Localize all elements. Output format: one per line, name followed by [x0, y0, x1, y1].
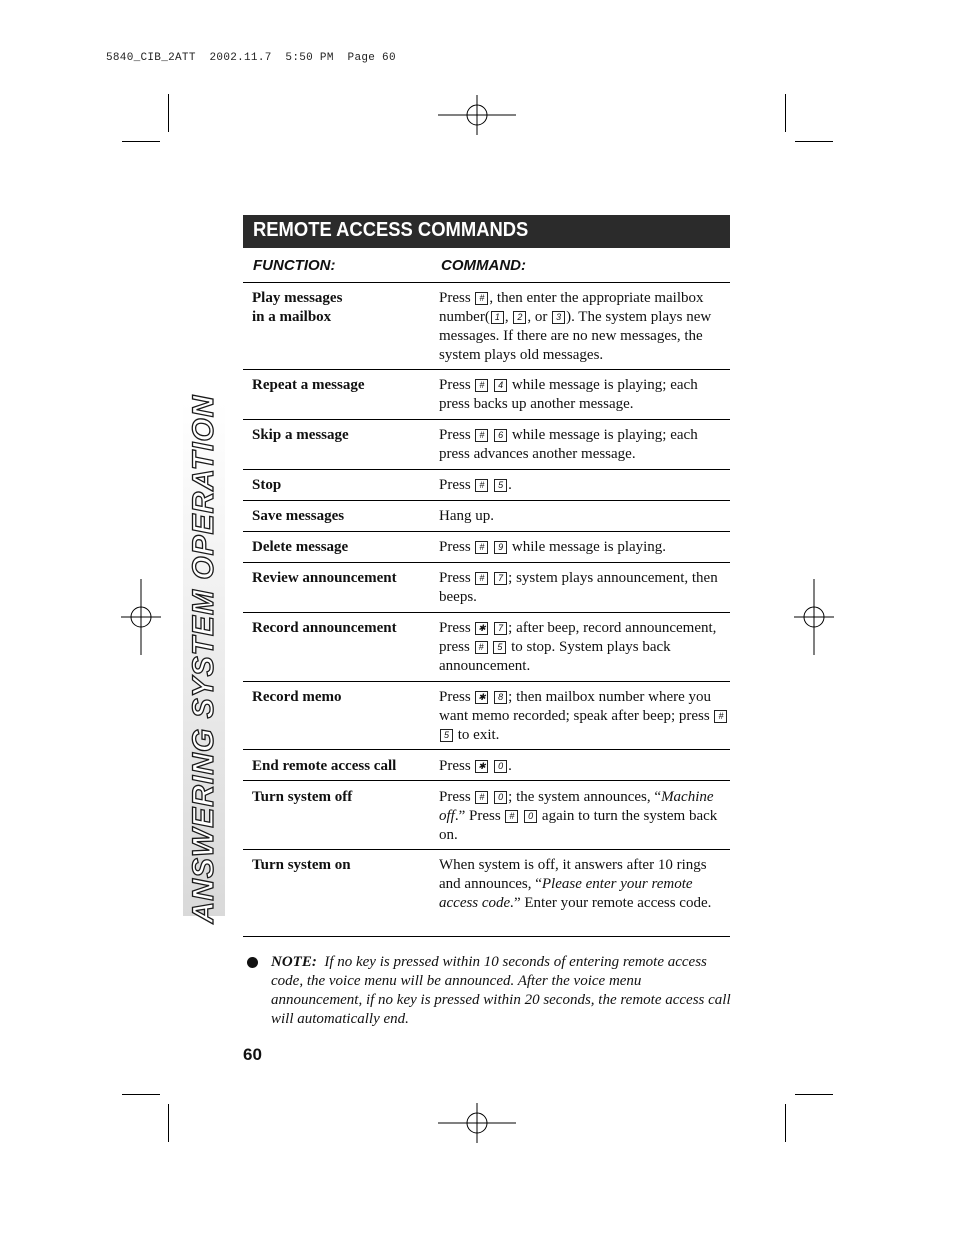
key-7-icon: 7: [494, 572, 507, 585]
table-row: [252, 757, 432, 776]
command-part: Press: [439, 290, 471, 306]
table-rule: [243, 749, 730, 750]
command-text: [439, 426, 729, 464]
command-part: ; system plays announcement, then beeps.: [439, 570, 718, 605]
table-row: [252, 507, 432, 526]
key-6-icon: 6: [494, 429, 507, 442]
command-part: Press: [439, 377, 471, 393]
command-part: while message is playing.: [511, 539, 667, 555]
command-part: When system is off, it answers after 10 rings and announces, “: [439, 857, 707, 892]
pound-key-icon: #: [475, 572, 488, 585]
command-part: .: [508, 477, 512, 493]
function-label: End remote access call: [252, 758, 397, 774]
table-rule: [243, 500, 730, 501]
command-text: [439, 757, 729, 776]
table-rule: [243, 612, 730, 613]
key-5-icon: 5: [494, 479, 507, 492]
table-rule: [243, 469, 730, 470]
section-header: [243, 215, 730, 248]
command-part: Press: [439, 758, 471, 774]
key-4-icon: 4: [494, 379, 507, 392]
pound-key-icon: #: [475, 292, 488, 305]
table-rule: [243, 780, 730, 781]
key-5-icon: 5: [440, 729, 453, 742]
section-title: REMOTE ACCESS COMMANDS: [253, 219, 529, 241]
key-3-icon: 3: [552, 311, 565, 324]
key-0-icon: 0: [494, 791, 507, 804]
note-label: NOTE:: [271, 954, 317, 970]
pound-key-icon: #: [475, 541, 488, 554]
star-key-icon: ✱: [475, 622, 488, 635]
key-1-icon: 1: [491, 311, 504, 324]
command-part: Press: [439, 570, 471, 586]
print-slug: 5840_CIB_2ATT 2002.11.7 5:50 PM Page 60: [106, 52, 396, 64]
function-label: Record memo: [252, 689, 342, 705]
command-text: [439, 619, 729, 676]
table-rule: [243, 936, 730, 937]
key-8-icon: 8: [494, 691, 507, 704]
table-rule: [243, 531, 730, 532]
star-key-icon: ✱: [475, 760, 488, 773]
note-body: If no key is pressed within 10 seconds of entering remote access code, the voice menu will be announced. After the voice menu announcement, if no key is pressed within 20 seconds, the remote access call will automatically end.: [271, 954, 731, 1027]
key-7-icon: 7: [494, 622, 507, 635]
table-row: [252, 619, 432, 638]
command-text: [439, 688, 729, 745]
pound-key-icon: #: [475, 641, 488, 654]
command-part: ; the system announces, “: [508, 789, 662, 805]
command-text: [439, 538, 729, 557]
command-part: , then enter the appropriate mailbox number(: [439, 290, 704, 325]
command-part: Press: [439, 477, 471, 493]
function-label-line2: in a mailbox: [252, 309, 332, 325]
command-part: again to turn the system back on.: [439, 808, 718, 843]
command-part: to exit.: [457, 727, 500, 743]
function-label: Save messages: [252, 508, 345, 524]
bullet-icon: [247, 957, 258, 968]
key-0-icon: 0: [494, 760, 507, 773]
pound-key-icon: #: [475, 791, 488, 804]
function-label: Repeat a message: [252, 377, 365, 393]
registration-mark-bottom: [438, 1103, 516, 1143]
command-part-italic: Please enter your remote access code.: [439, 876, 693, 911]
star-key-icon: ✱: [475, 691, 488, 704]
table-row: [252, 856, 432, 875]
registration-mark-right: [794, 579, 834, 655]
command-part: Hang up.: [439, 508, 494, 524]
key-0-icon: 0: [524, 810, 537, 823]
command-part: ” Enter your remote access code.: [513, 895, 712, 911]
table-rule: [243, 849, 730, 850]
function-label: Review announcement: [252, 570, 397, 586]
function-label: Skip a message: [252, 427, 349, 443]
command-part: Press: [439, 620, 471, 636]
table-rule: [243, 282, 730, 283]
command-text: [439, 569, 729, 607]
table-row: [252, 538, 432, 557]
command-part: Press: [439, 789, 471, 805]
table-rule: [243, 562, 730, 563]
registration-mark-top: [438, 95, 516, 135]
command-part: while message is playing; each press backs up another message.: [439, 377, 698, 412]
command-text: [439, 289, 729, 365]
key-5-icon: 5: [493, 641, 506, 654]
column-header-command: COMMAND:: [441, 257, 526, 274]
command-part: , or: [527, 309, 548, 325]
command-part: ; then mailbox number where you want memo recorded; speak after beep; press: [439, 689, 712, 724]
table-row: [252, 289, 432, 327]
command-part: while message is playing; each press advances another message.: [439, 427, 698, 462]
key-9-icon: 9: [494, 541, 507, 554]
function-label: Turn system on: [252, 857, 351, 873]
command-part: ,: [504, 309, 509, 325]
command-part-italic: Machine off: [439, 789, 714, 824]
command-part: to stop. System plays back announcement.: [439, 639, 671, 674]
table-row: [252, 569, 432, 588]
table-row: [252, 426, 432, 445]
command-part: ; after beep, record announcement, press: [439, 620, 717, 655]
page-number: 60: [243, 1045, 262, 1064]
command-part: Press: [439, 539, 471, 555]
command-text: [439, 376, 729, 414]
table-rule: [243, 681, 730, 682]
table-row: [252, 376, 432, 395]
function-label: Turn system off: [252, 789, 353, 805]
table-rule: [243, 419, 730, 420]
pound-key-icon: #: [475, 379, 488, 392]
note-text: [271, 953, 731, 1029]
command-text: [439, 507, 729, 526]
pound-key-icon: #: [714, 710, 727, 723]
function-label: Record announcement: [252, 620, 397, 636]
table-row: [252, 688, 432, 707]
command-part: .” Press: [454, 808, 501, 824]
pound-key-icon: #: [505, 810, 518, 823]
command-part: Press: [439, 689, 471, 705]
table-row: [252, 788, 432, 807]
side-tab-label: ANSWERING SYSTEM OPERATION: [187, 394, 220, 924]
table-row: [252, 476, 432, 495]
function-label: Delete message: [252, 539, 349, 555]
command-text: [439, 788, 729, 845]
command-part: Press: [439, 427, 471, 443]
pound-key-icon: #: [475, 479, 488, 492]
table-rule: [243, 369, 730, 370]
registration-mark-left: [121, 579, 161, 655]
key-2-icon: 2: [513, 311, 526, 324]
pound-key-icon: #: [475, 429, 488, 442]
function-label: Play messages: [252, 290, 343, 306]
command-text: [439, 476, 729, 495]
function-label: Stop: [252, 477, 282, 493]
command-text: [439, 856, 729, 913]
command-part: .: [508, 758, 512, 774]
command-part: ). The system plays new messages. If there are no new messages, the system plays old messages.: [439, 309, 712, 363]
column-header-function: FUNCTION:: [253, 257, 336, 274]
